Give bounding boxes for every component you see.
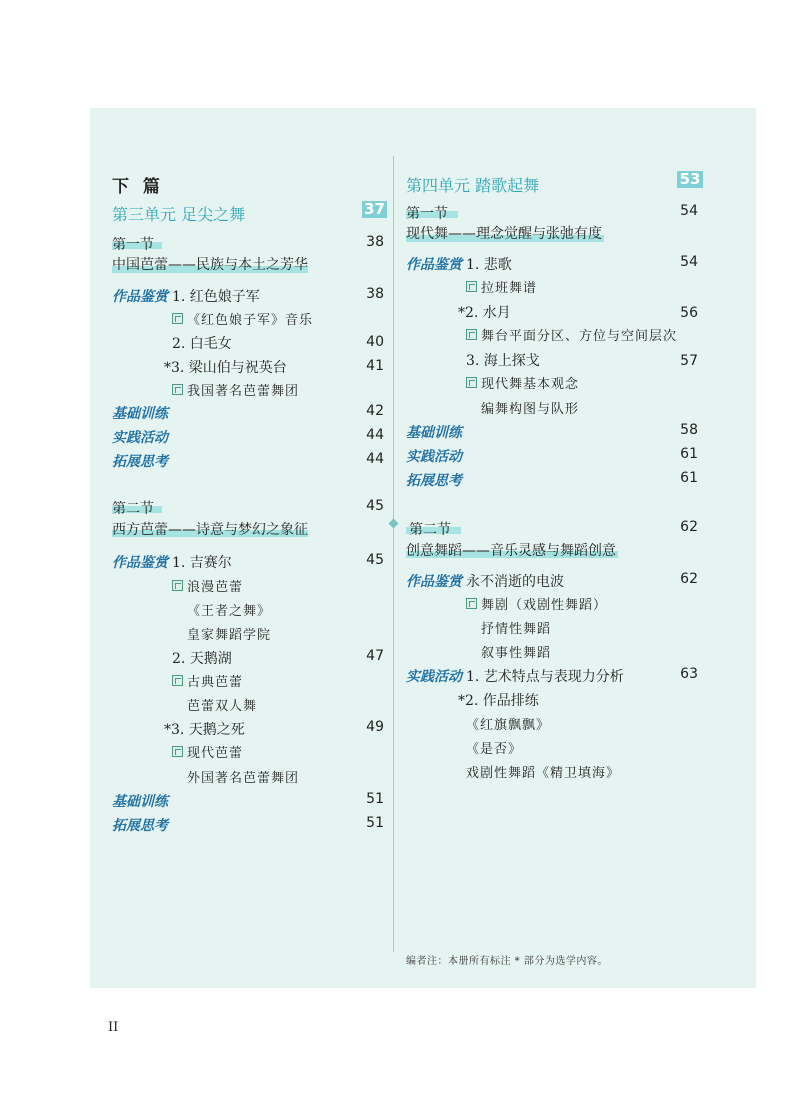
toc-subitem: 浪漫芭蕾	[187, 580, 244, 595]
category-label: 基础训练	[406, 425, 462, 441]
category-label: 作品鉴赏	[112, 289, 168, 305]
category-label: 作品鉴赏	[112, 555, 168, 571]
resource-icon	[466, 377, 477, 388]
resource-icon	[466, 329, 477, 340]
page-number: 57	[680, 353, 698, 369]
page-number: 56	[680, 305, 698, 321]
page-number: 62	[680, 571, 698, 587]
resource-icon	[172, 580, 183, 591]
resource-icon	[172, 746, 183, 757]
toc-item: *2. 水月	[458, 305, 511, 321]
column-divider	[393, 156, 394, 952]
page-number: 45	[366, 552, 384, 568]
unit-3-page: 37	[362, 201, 387, 218]
category-label: 作品鉴赏	[406, 257, 462, 273]
category-label: 拓展思考	[112, 818, 168, 834]
toc-subitem: 抒情性舞蹈	[481, 622, 552, 637]
page-number: 44	[366, 451, 384, 467]
page-number: 45	[366, 498, 384, 514]
page-number: 61	[680, 470, 698, 486]
toc-item: *2. 作品排练	[458, 693, 539, 709]
page-number: 51	[366, 791, 384, 807]
page-number: 40	[366, 334, 384, 350]
toc-item: 1. 红色娘子军	[172, 289, 260, 305]
category-label: 基础训练	[112, 794, 168, 810]
toc-subitem: 现代芭蕾	[187, 746, 244, 761]
section-title: 西方芭蕾——诗意与梦幻之象征	[112, 522, 308, 538]
toc-subitem: 皇家舞蹈学院	[187, 628, 272, 643]
toc-subitem: 古典芭蕾	[187, 675, 244, 690]
section-title: 中国芭蕾——民族与本土之芳华	[112, 257, 308, 273]
toc-subitem: 编舞构图与队形	[481, 402, 580, 417]
section-label: 第二节	[409, 522, 451, 538]
category-label: 拓展思考	[406, 473, 462, 489]
toc-item: 3. 海上探戈	[466, 353, 540, 369]
toc-item: 1. 吉赛尔	[172, 555, 232, 571]
section-label: 第一节	[112, 237, 154, 253]
category-label: 实践活动	[112, 430, 168, 446]
resource-icon	[172, 384, 183, 395]
toc-item: 2. 白毛女	[172, 336, 232, 352]
page-number: 44	[366, 427, 384, 443]
toc-item: 1. 悲歌	[466, 257, 512, 273]
page-number: 63	[680, 666, 698, 682]
section-title: 现代舞——理念觉醒与张弛有度	[406, 226, 602, 242]
section-title: 创意舞蹈——音乐灵感与舞蹈创意	[406, 543, 616, 559]
page-number: 41	[366, 358, 384, 374]
editor-note: 编者注：本册所有标注 * 部分为选学内容。	[406, 956, 608, 967]
category-label: 实践活动	[406, 669, 462, 685]
page-number: 38	[366, 234, 384, 250]
toc-item: 2. 天鹅湖	[172, 651, 232, 667]
page-number: 54	[680, 254, 698, 270]
toc-subitem: 芭蕾双人舞	[187, 699, 258, 714]
toc-item: 永不消逝的电波	[466, 574, 564, 590]
toc-item: 1. 艺术特点与表现力分析	[466, 669, 624, 685]
toc-subitem: 《是否》	[466, 742, 523, 757]
part-title: 下 篇	[112, 177, 164, 197]
unit-4-page: 53	[677, 171, 703, 188]
toc-subitem: 《红色娘子军》音乐	[187, 313, 314, 328]
toc-subitem: 《王者之舞》	[187, 604, 272, 619]
toc-subitem: 拉班舞谱	[481, 281, 538, 296]
page-number: 58	[680, 422, 698, 438]
toc-subitem: 舞剧（戏剧性舞蹈）	[481, 598, 608, 613]
toc-subitem: 现代舞基本观念	[481, 377, 580, 392]
resource-icon	[466, 281, 477, 292]
page-number: 47	[366, 648, 384, 664]
unit-3-title: 第三单元 足尖之舞	[112, 205, 246, 224]
toc-subitem: 舞台平面分区、方位与空间层次	[481, 329, 678, 344]
category-label: 基础训练	[112, 406, 168, 422]
toc-subitem: 我国著名芭蕾舞团	[187, 384, 300, 399]
toc-subitem: 《红旗飘飘》	[466, 718, 551, 733]
page-number: 61	[680, 446, 698, 462]
section-label: 第二节	[112, 501, 154, 517]
page-number: 42	[366, 403, 384, 419]
category-label: 作品鉴赏	[406, 574, 462, 590]
category-label: 拓展思考	[112, 454, 168, 470]
toc-item: *3. 天鹅之死	[164, 722, 245, 738]
unit-4-title: 第四单元 踏歌起舞	[406, 176, 540, 195]
page-number: 49	[366, 719, 384, 735]
resource-icon	[466, 598, 477, 609]
category-label: 实践活动	[406, 449, 462, 465]
resource-icon	[172, 675, 183, 686]
page-footer-number: II	[108, 1020, 119, 1035]
resource-icon	[172, 313, 183, 324]
toc-subitem: 叙事性舞蹈	[481, 646, 552, 661]
page-number: 62	[680, 519, 698, 535]
section-label: 第一节	[406, 206, 448, 222]
page-number: 54	[680, 203, 698, 219]
toc-subitem: 外国著名芭蕾舞团	[187, 771, 300, 786]
page-number: 38	[366, 286, 384, 302]
toc-subitem: 戏剧性舞蹈《精卫填海》	[466, 766, 621, 781]
toc-item: *3. 梁山伯与祝英台	[164, 360, 287, 376]
page-number: 51	[366, 815, 384, 831]
